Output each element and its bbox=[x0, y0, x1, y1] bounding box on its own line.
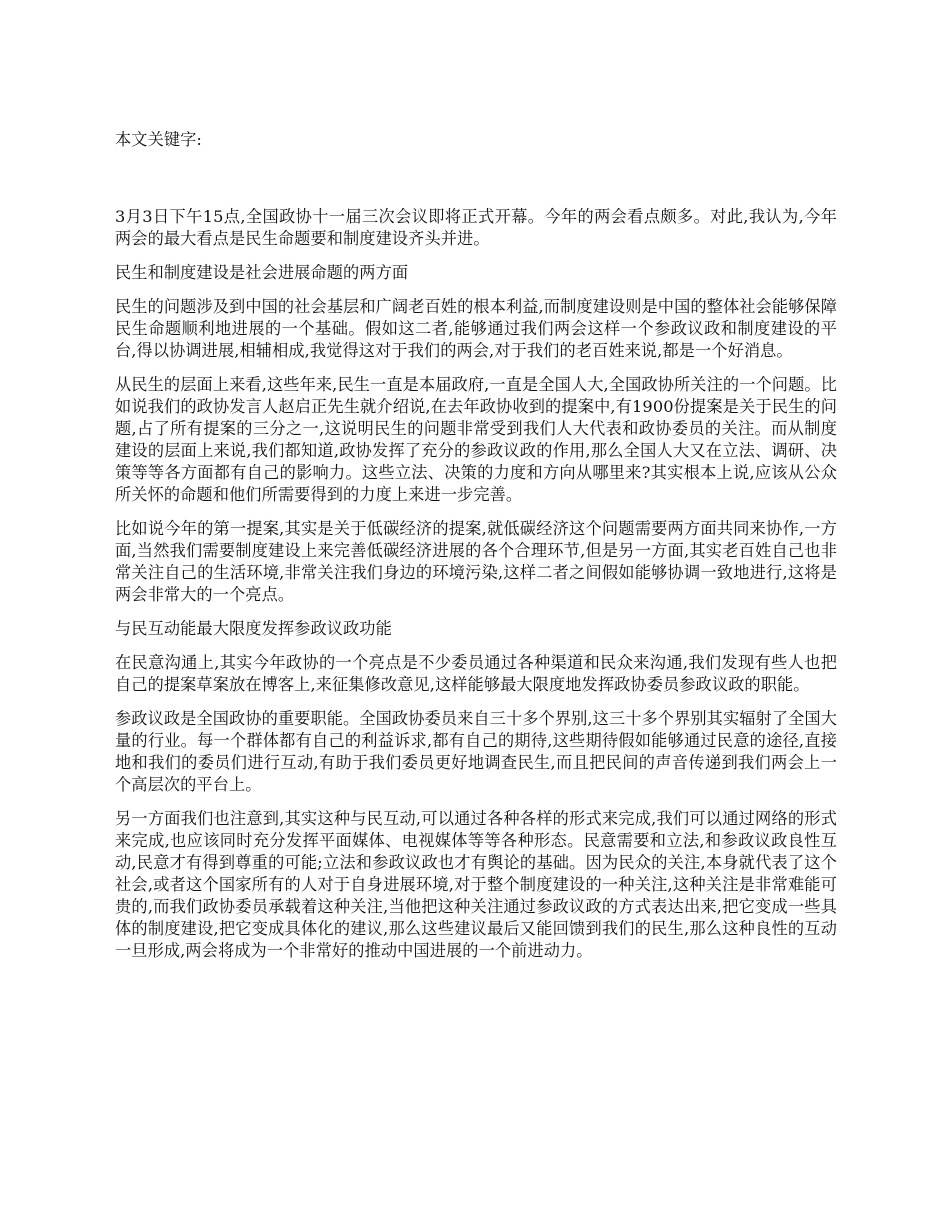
section-heading-1: 民生和制度建设是社会进展命题的两方面 bbox=[115, 263, 409, 282]
paragraph: 比如说今年的第一提案,其实是关于低碳经济的提案,就低碳经济这个问题需要两方面共同来协作,一方面,当然我们需要制度建设上来完善低碳经济进展的各个合理环节,但是另一方面,其实老百姓自己也非常关注自己的生活环境,非常关注我们身边的环境污染,这样二者之间假如能够协调一致地进行,这将是两会非常大的一个亮点。 bbox=[115, 519, 837, 604]
paragraph: 从民生的层面上来看,这些年来,民生一直是本届政府,一直是全国人大,全国政协所关注的一个问题。比如说我们的政协发言人赵启正先生就介绍说,在去年政协收到的提案中,有1900份提案是关于民生的问题,占了所有提案的三分之一,这说明民生的问题非常受到我们人大代表和政协委员的关注。而从制度建设的层面上来说,我们都知道,政协发挥了充分的参政议政的作用,那么全国人大又在立法、调研、决策等等各方面都有自己的影响力。这些立法、决策的力度和方向从哪里来?其实根本上说,应该从公众所关怀的命题和他们所需要得到的力度上来进一步完善。 bbox=[115, 375, 837, 504]
paragraph-intro: 3月3日下午15点,全国政协十一届三次会议即将正式开幕。今年的两会看点颇多。对此,我认为,今年两会的最大看点是民生命题要和制度建设齐头并进。 bbox=[115, 207, 837, 248]
paragraph: 在民意沟通上,其实今年政协的一个亮点是不少委员通过各种渠道和民众来沟通,我们发现有些人也把自己的提案草案放在博客上,来征集修改意见,这样能够最大限度地发挥政协委员参政议政的职能。 bbox=[115, 653, 837, 694]
paragraph: 参政议政是全国政协的重要职能。全国政协委员来自三十多个界别,这三十多个界别其实辐射了全国大量的行业。每一个群体都有自己的利益诉求,都有自己的期待,这些期待假如能够通过民意的途径,直接地和我们的委员们进行互动,有助于我们委员更好地调查民生,而且把民间的声音传递到我们两会上一个高层次的平台上。 bbox=[115, 709, 837, 794]
paragraph: 民生的问题涉及到中国的社会基层和广阔老百姓的根本利益,而制度建设则是中国的整体社会能够保障民生命题顺利地进展的一个基础。假如这二者,能够通过我们两会这样一个参政议政和制度建设的平台,得以协调进展,相辅相成,我觉得这对于我们的两会,对于我们的老百姓来说,都是一个好消息。 bbox=[115, 297, 837, 360]
article-body bbox=[115, 118, 837, 974]
blank-spacer bbox=[115, 151, 837, 206]
keywords-label: 本文关键字: bbox=[115, 130, 202, 149]
section-heading-2: 与民互动能最大限度发挥参政议政功能 bbox=[115, 619, 392, 638]
paragraph: 另一方面我们也注意到,其实这种与民互动,可以通过各种各样的形式来完成,我们可以通过网络的形式来完成,也应该同时充分发挥平面媒体、电视媒体等等各种形态。民意需要和立法,和参政议政良性互动,民意才有得到尊重的可能;立法和参政议政也才有舆论的基础。因为民众的关注,本身就代表了这个社会,或者这个国家所有的人对于自身进展环境,对于整个制度建设的一种关注,这种关注是非常难能可贵的,而我们政协委员承载着这种关注,当他把这种关注通过参政议政的方式表达出来,把它变成一些具体的制度建设,把它变成具体化的建议,那么这些建议最后又能回馈到我们的民生,那么这种良性的互动一旦形成,两会将成为一个非常好的推动中国进展的一个前进动力。 bbox=[115, 809, 837, 960]
